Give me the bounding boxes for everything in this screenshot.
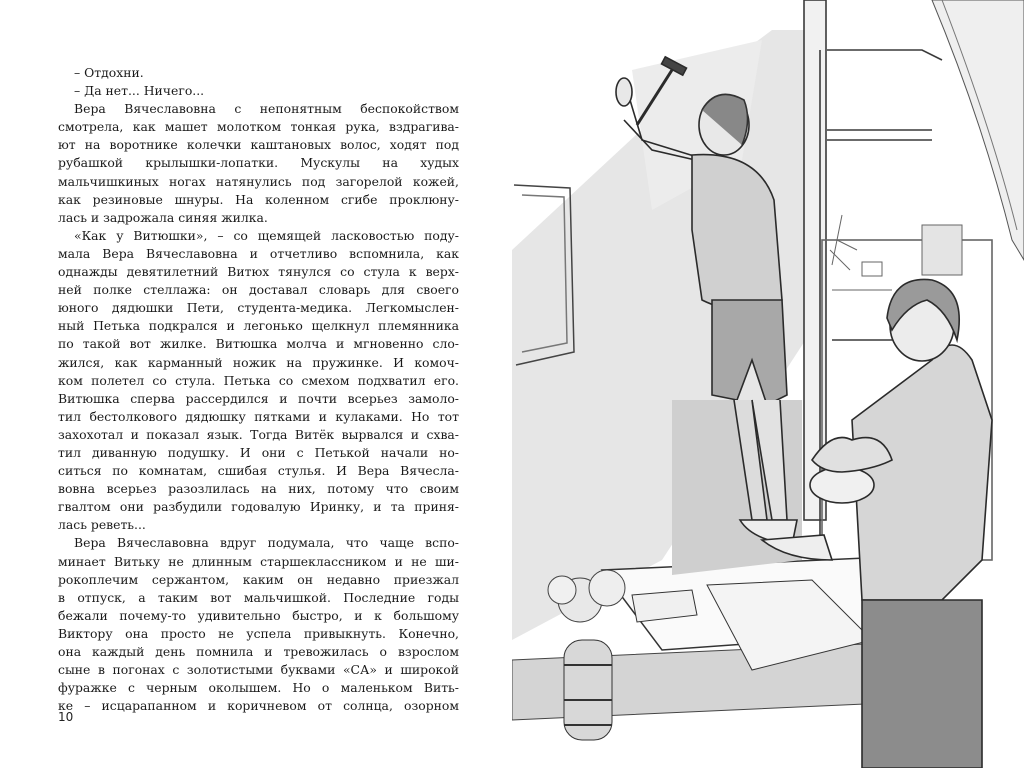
text-line: – Да нет... Ничего... (74, 83, 205, 99)
right-page (512, 0, 1024, 768)
text-line: «Как у Витюшки», – со щемящей ласковостью поду- (74, 227, 459, 243)
text-line: рокоплечим сержантом, каким он недавно приезжал (58, 571, 459, 587)
text-line: однажды девятилетний Витюх тянулся со стула к верх- (58, 264, 459, 280)
text-line: по такой вот жилке. Витюшка молча и мгновенно сло- (58, 336, 459, 352)
text-line: ситься по комнатам, сшибая стулья. И Вера Вячесла- (58, 463, 459, 479)
text-line: ком полетел со стула. Петька со смехом подхватил его. (58, 372, 459, 388)
paragraph (58, 534, 459, 715)
text-line: ней полке стеллажа: он доставал словарь для своего (58, 282, 459, 298)
text-line: она каждый день помнила и тревожилась о взрослом (58, 644, 459, 659)
text-line: – Отдохни. (74, 65, 144, 80)
text-line: ют на воротнике колечки каштановых волос, ходят под (58, 137, 459, 153)
text-line: рубашкой крылышки-лопатки. Мускулы на худых (58, 155, 459, 171)
text-line: вовна всерьез разозлилась на них, потому что своим (58, 481, 459, 497)
body-text (58, 64, 459, 715)
text-line: как резиновые шнуры. На коленном сгибе проклюну- (58, 191, 459, 207)
text-line: мала Вера Вячеславовна и отчетливо вспомнила, как (58, 245, 459, 261)
paragraph (58, 100, 459, 227)
illustration (512, 0, 1024, 768)
text-line: в отпуск, а таким вот мальчишкой. Последние годы (58, 589, 459, 605)
text-line: юного дядюшки Пети, студента-медика. Легкомыслен- (58, 300, 459, 316)
text-line: смотрела, как машет молотком тонкая рука, вздрагива- (58, 119, 459, 135)
text-line: ке – исцарапанном и коричневом от солнца, озорном (58, 698, 459, 714)
text-line: тил бестолкового дядюшку пятками и кулаками. Но тот (58, 408, 459, 424)
text-line: тил диванную подушку. И они с Петькой начали но- (58, 444, 459, 460)
text-line: гвалтом они разбудили годовалую Иринку, и та приня- (58, 499, 459, 515)
text-line: минает Витьку не длинным старшеклассником и не ши- (58, 553, 459, 569)
text-line: Вера Вячеславовна вдруг подумала, что чаще вспо- (74, 535, 459, 551)
text-line: захохотал и показал язык. Тогда Витёк вырвался и схва- (58, 426, 459, 442)
page-number: 10 (58, 710, 74, 724)
paragraph (58, 64, 459, 82)
text-line: Виктору она просто не успела привыкнуть. Конечно, (58, 625, 459, 641)
text-line: Вера Вячеславовна с непонятным беспокойством (74, 101, 459, 117)
text-line: жился, как карманный ножик на пружинке. И комоч- (58, 354, 459, 370)
paragraph (58, 82, 459, 100)
text-line: Витюшка сперва рассердился и почти всерьез замоло- (58, 390, 459, 406)
text-line: ный Петька подкрался и легонько щелкнул племянника (58, 318, 459, 334)
text-line: лась реветь... (58, 517, 146, 533)
text-line: лась и задрожала синяя жилка. (58, 209, 268, 225)
paragraph (58, 227, 459, 535)
text-line: бежали почему-то удивительно быстро, и к большому (58, 607, 459, 623)
text-line: фуражке с черным околышем. Но о маленьком Вить- (58, 680, 459, 696)
text-line: сыне в погонах с золотистыми буквами «СА» и широкой (58, 662, 459, 678)
outside-view (830, 215, 962, 290)
text-line: мальчишкиных ногах натянулись под загорелой кожей, (58, 173, 459, 189)
curtain (932, 0, 1024, 260)
